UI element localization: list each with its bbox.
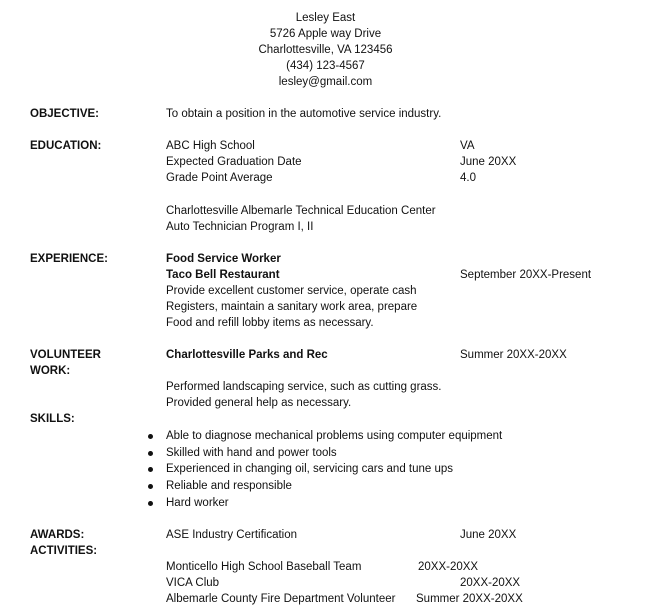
experience-line: Provide excellent customer service, operate cash: [166, 285, 417, 297]
graduation-value: June 20XX: [460, 156, 517, 168]
street-address: 5726 Apple way Drive: [269, 28, 382, 40]
bullet-icon: [148, 501, 153, 506]
school-state: VA: [460, 140, 475, 152]
bullet-icon: [148, 451, 153, 456]
job-title: Food Service Worker: [166, 253, 281, 265]
gpa-value: 4.0: [460, 172, 476, 184]
activity-dates: 20XX-20XX: [418, 561, 479, 573]
skills-heading: SKILLS:: [30, 413, 75, 425]
skill-item: Experienced in changing oil, servicing cars and tune ups: [166, 463, 454, 475]
gpa-label: Grade Point Average: [166, 172, 273, 184]
volunteer-line: Provided general help as necessary.: [166, 397, 352, 409]
volunteer-line: Performed landscaping service, such as cutting grass.: [166, 381, 442, 393]
awards-heading: AWARDS:: [30, 529, 85, 541]
activity-name: Monticello High School Baseball Team: [166, 561, 362, 573]
activity-name: Albemarle County Fire Department Volunteer: [166, 593, 396, 605]
certification-date: June 20XX: [460, 529, 517, 541]
activity-dates: 20XX-20XX: [460, 577, 521, 589]
city-state-zip: Charlottesville, VA 123456: [258, 44, 393, 56]
experience-line: Food and refill lobby items as necessary.: [166, 317, 374, 329]
technician-program: Auto Technician Program I, II: [166, 221, 314, 233]
volunteer-dates: Summer 20XX-20XX: [460, 349, 567, 361]
objective-heading: OBJECTIVE:: [30, 108, 100, 120]
technical-center: Charlottesville Albemarle Technical Education Center: [166, 205, 436, 217]
email-address: lesley@gmail.com: [278, 76, 373, 88]
volunteer-heading-line2: WORK:: [30, 365, 71, 377]
volunteer-organization: Charlottesville Parks and Rec: [166, 349, 328, 361]
activity-dates: Summer 20XX-20XX: [416, 593, 523, 605]
education-heading: EDUCATION:: [30, 140, 102, 152]
skill-item: Reliable and responsible: [166, 480, 292, 492]
objective-text: To obtain a position in the automotive service industry.: [166, 108, 442, 120]
applicant-name: Lesley East: [295, 12, 356, 24]
activities-heading: ACTIVITIES:: [30, 545, 98, 557]
bullet-icon: [148, 467, 153, 472]
employer-name: Taco Bell Restaurant: [166, 269, 280, 281]
skill-item: Skilled with hand and power tools: [166, 447, 337, 459]
employment-dates: September 20XX-Present: [460, 269, 592, 281]
experience-line: Registers, maintain a sanitary work area, prepare: [166, 301, 418, 313]
bullet-icon: [148, 484, 153, 489]
experience-heading: EXPERIENCE:: [30, 253, 108, 265]
volunteer-heading: VOLUNTEER: [30, 349, 101, 361]
graduation-label: Expected Graduation Date: [166, 156, 302, 168]
school-name: ABC High School: [166, 140, 255, 152]
phone-number: (434) 123-4567: [286, 60, 365, 72]
bullet-icon: [148, 434, 153, 439]
certification-name: ASE Industry Certification: [166, 529, 298, 541]
skill-item: Hard worker: [166, 497, 229, 509]
skill-item: Able to diagnose mechanical problems using computer equipment: [166, 430, 503, 442]
activity-name: VICA Club: [166, 577, 220, 589]
